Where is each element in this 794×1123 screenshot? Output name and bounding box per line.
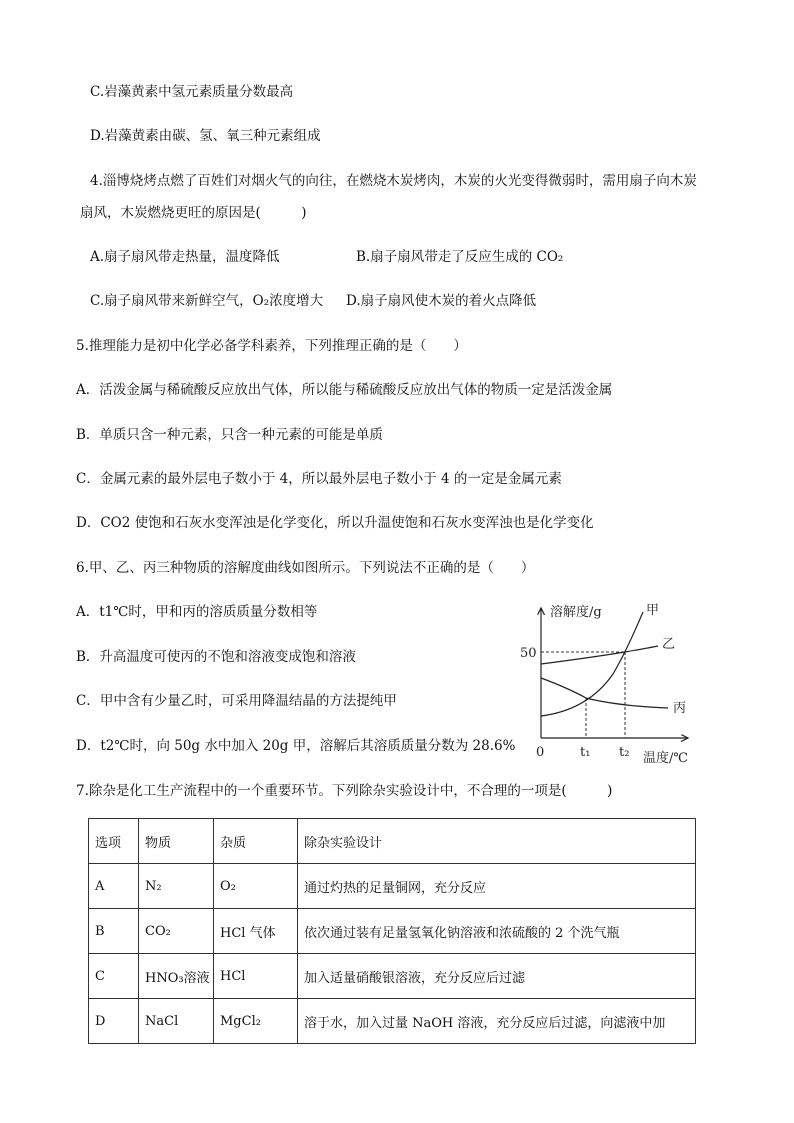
table-row xyxy=(89,909,696,954)
table-row xyxy=(89,954,696,999)
cell-design: 通过灼热的足量铜网，充分反应 xyxy=(298,864,696,909)
q3-option-c: C.岩藻黄素中氢元素质量分数最高 xyxy=(90,84,294,100)
cell-substance: N₂ xyxy=(139,864,214,909)
q3-option-d: D.岩藻黄素由碳、氢、氧三种元素组成 xyxy=(90,128,321,144)
q5-option-d: D．CO2 使饱和石灰水变浑浊是化学变化，所以升温使饱和石灰水变浑浊也是化学变化 xyxy=(76,515,594,531)
curve-bing xyxy=(541,678,668,708)
q6-stem: 6.甲、乙、丙三种物质的溶解度曲线如图所示。下列说法不正确的是（ ） xyxy=(76,560,535,576)
q4-option-a: A.扇子扇风带走热量，温度降低 xyxy=(90,249,280,265)
curve-yi xyxy=(541,646,658,664)
y-axis-label: 溶解度/g xyxy=(550,605,602,620)
q6-option-c: C．甲中含有少量乙时，可采用降温结晶的方法提纯甲 xyxy=(76,693,397,709)
cell-design: 溶于水，加入过量 NaOH 溶液，充分反应后过滤，向滤液中加 xyxy=(298,999,696,1044)
cell-design: 加入适量硝酸银溶液，充分反应后过滤 xyxy=(298,954,696,999)
header-impurity: 杂质 xyxy=(214,819,298,864)
cell-substance: HNO₃溶液 xyxy=(139,954,214,999)
curve-label-yi: 乙 xyxy=(662,637,676,652)
cell-substance: NaCl xyxy=(139,999,214,1044)
q4-option-b: B.扇子扇风带走了反应生成的 CO₂ xyxy=(356,249,564,265)
q4-option-c: C.扇子扇风带来新鲜空气，O₂浓度增大 xyxy=(90,293,324,309)
t2-label: t₂ xyxy=(619,745,630,760)
q6-option-b: B．升高温度可使丙的不饱和溶液变成饱和溶液 xyxy=(76,649,356,665)
t1-label: t₁ xyxy=(580,745,591,760)
q4-stem-line1: 4.淄博烧烤点燃了百姓们对烟火气的向往，在燃烧木炭烤肉，木炭的火光变得微弱时，需用扇子向木炭 xyxy=(90,173,697,189)
cell-option: B xyxy=(89,909,139,954)
cell-design: 依次通过装有足量氢氧化钠溶液和浓硫酸的 2 个洗气瓶 xyxy=(298,909,696,954)
header-option: 选项 xyxy=(89,819,139,864)
x-axis-label: 温度/℃ xyxy=(643,751,688,766)
purification-table xyxy=(88,818,696,1044)
q5-option-a: A．活泼金属与稀硫酸反应放出气体，所以能与稀硫酸反应放出气体的物质一定是活泼金属 xyxy=(76,382,613,398)
cell-impurity: HCl xyxy=(214,954,298,999)
table-row xyxy=(89,864,696,909)
y-tick-50: 50 xyxy=(520,646,537,661)
curve-jia xyxy=(541,612,643,716)
q4-option-d: D.扇子扇风使木炭的着火点降低 xyxy=(346,293,537,309)
cell-impurity: HCl 气体 xyxy=(214,909,298,954)
header-design: 除杂实验设计 xyxy=(298,819,696,864)
q7-stem: 7.除杂是化工生产流程中的一个重要环节。下列除杂实验设计中，不合理的一项是( ) xyxy=(76,783,613,799)
q6-option-d: D．t2℃时，向 50g 水中加入 20g 甲，溶解后其溶质质量分数为 28.6% xyxy=(76,738,516,754)
q5-option-b: B．单质只含一种元素，只含一种元素的可能是单质 xyxy=(76,427,383,443)
curve-label-jia: 甲 xyxy=(646,603,660,618)
q6-option-a: A．t1℃时，甲和丙的溶质质量分数相等 xyxy=(76,604,318,620)
origin-label: 0 xyxy=(536,745,545,760)
cell-impurity: O₂ xyxy=(214,864,298,909)
curve-label-bing: 丙 xyxy=(673,701,687,716)
header-substance: 物质 xyxy=(139,819,214,864)
q5-stem: 5.推理能力是初中化学必备学科素养，下列推理正确的是（ ） xyxy=(76,338,467,354)
cell-substance: CO₂ xyxy=(139,909,214,954)
q4-stem-line2: 扇风，木炭燃烧更旺的原因是( ) xyxy=(80,205,307,221)
cell-impurity: MgCl₂ xyxy=(214,999,298,1044)
table-header-row xyxy=(89,819,696,864)
solubility-curve-graph xyxy=(508,598,708,768)
cell-option: C xyxy=(89,954,139,999)
cell-option: D xyxy=(89,999,139,1044)
table-row xyxy=(89,999,696,1044)
q5-option-c: C．金属元素的最外层电子数小于 4，所以最外层电子数小于 4 的一定是金属元素 xyxy=(76,471,562,487)
cell-option: A xyxy=(89,864,139,909)
